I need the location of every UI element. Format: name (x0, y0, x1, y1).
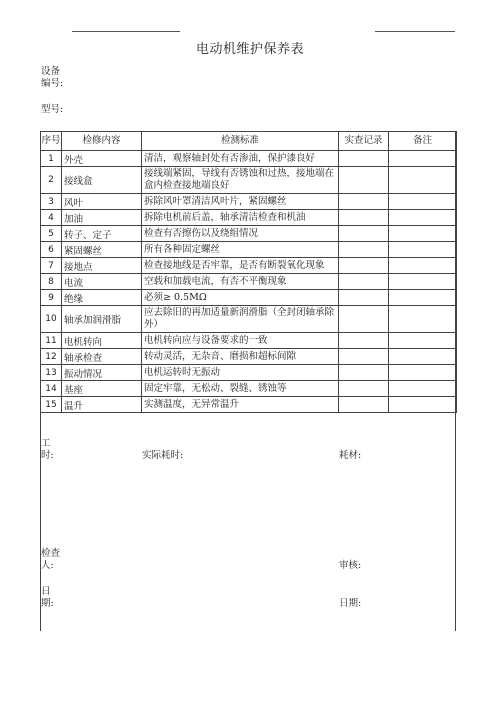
row-item: 轴承检查 (62, 349, 142, 365)
table-row (41, 333, 457, 349)
header-remarks: 备注 (389, 132, 457, 151)
table-row (41, 226, 457, 242)
row-remarks-cell[interactable] (389, 258, 457, 274)
table-row (41, 194, 457, 210)
table-row (41, 290, 457, 306)
row-record-cell[interactable] (339, 349, 389, 365)
row-number: 2 (41, 167, 62, 194)
row-record-cell[interactable] (339, 226, 389, 242)
row-number: 9 (41, 290, 62, 306)
row-item: 绝缘 (62, 290, 142, 306)
table-row (41, 306, 457, 333)
row-standard: 必须≥ 0.5MΩ (142, 290, 339, 306)
row-item: 外壳 (62, 151, 142, 167)
row-remarks-cell[interactable] (389, 210, 457, 226)
row-number: 1 (41, 151, 62, 167)
table-row (41, 397, 457, 413)
header-rule-right (375, 31, 455, 32)
row-record-cell[interactable] (339, 242, 389, 258)
row-standard: 空载和加载电流，有否不平衡现象 (142, 274, 339, 290)
row-remarks-cell[interactable] (389, 151, 457, 167)
table-row (41, 349, 457, 365)
maintenance-form (40, 131, 456, 631)
row-standard: 清洁，观察轴封处有否渗油，保护漆良好 (142, 151, 339, 167)
document-title: 电动机维护保养表 (195, 42, 304, 57)
row-number: 8 (41, 274, 62, 290)
header-content: 检修内容 (62, 132, 142, 151)
row-standard: 拆除电机前后盖，轴承清洁检查和机油 (142, 210, 339, 226)
row-record-cell[interactable] (339, 397, 389, 413)
row-number: 10 (41, 306, 62, 333)
row-remarks-cell[interactable] (389, 194, 457, 210)
table-row (41, 151, 457, 167)
row-record-cell[interactable] (339, 290, 389, 306)
row-remarks-cell[interactable] (389, 397, 457, 413)
table-body (41, 151, 457, 413)
row-remarks-cell[interactable] (389, 333, 457, 349)
header-rule-left (72, 31, 180, 32)
row-remarks-cell[interactable] (389, 349, 457, 365)
row-remarks-cell[interactable] (389, 242, 457, 258)
row-standard: 拆除风叶罩清洁风叶片，紧固螺丝 (142, 194, 339, 210)
date-label-left: 日期: (41, 586, 54, 609)
row-remarks-cell[interactable] (389, 274, 457, 290)
row-number: 11 (41, 333, 62, 349)
header-standard: 检测标准 (142, 132, 339, 151)
table-row (41, 242, 457, 258)
row-record-cell[interactable] (339, 167, 389, 194)
table-row (41, 167, 457, 194)
row-standard: 转动灵活，无杂音、磨损和超标间隙 (142, 349, 339, 365)
row-standard: 检查有否擦伤以及绕组情况 (142, 226, 339, 242)
row-standard: 电机转向应与设备要求的一致 (142, 333, 339, 349)
header-seq: 序号 (41, 132, 62, 151)
row-number: 5 (41, 226, 62, 242)
row-number: 15 (41, 397, 62, 413)
row-item: 基座 (62, 381, 142, 397)
row-number: 12 (41, 349, 62, 365)
row-number: 6 (41, 242, 62, 258)
work-time-label: 工时: (41, 438, 54, 461)
row-standard: 检查接地线是否牢靠，是否有断裂氧化现象 (142, 258, 339, 274)
row-remarks-cell[interactable] (389, 167, 457, 194)
table-row (41, 365, 457, 381)
row-number: 7 (41, 258, 62, 274)
actual-time-label: 实际耗时: (142, 450, 184, 461)
row-item: 转子、定子 (62, 226, 142, 242)
device-number-label: 设备编号: (41, 66, 64, 89)
row-remarks-cell[interactable] (389, 226, 457, 242)
row-standard: 电机运转时无振动 (142, 365, 339, 381)
row-number: 4 (41, 210, 62, 226)
row-item: 紧固螺丝 (62, 242, 142, 258)
frame-border-right (455, 131, 456, 631)
row-number: 14 (41, 381, 62, 397)
row-item: 电流 (62, 274, 142, 290)
row-standard: 固定牢靠，无松动、裂缝、锈蚀等 (142, 381, 339, 397)
table-row (41, 258, 457, 274)
row-record-cell[interactable] (339, 306, 389, 333)
row-item: 轴承加润滑脂 (62, 306, 142, 333)
maintenance-table (40, 131, 457, 413)
table-row (41, 381, 457, 397)
row-record-cell[interactable] (339, 151, 389, 167)
row-number: 13 (41, 365, 62, 381)
row-number: 3 (41, 194, 62, 210)
material-label: 耗材: (339, 450, 362, 461)
model-label: 型号: (41, 104, 64, 115)
row-item: 接线盒 (62, 167, 142, 194)
table-row (41, 274, 457, 290)
row-standard: 实测温度，无异常温升 (142, 397, 339, 413)
row-item: 电机转向 (62, 333, 142, 349)
header-record: 实查记录 (339, 132, 389, 151)
row-remarks-cell[interactable] (389, 290, 457, 306)
row-standard: 接线端紧固，导线有否锈蚀和过热，接地端在盒内检查接地端良好 (142, 167, 339, 194)
row-record-cell[interactable] (339, 210, 389, 226)
row-item: 加油 (62, 210, 142, 226)
table-header-row (41, 132, 457, 151)
row-standard: 所有各种固定螺丝 (142, 242, 339, 258)
inspector-label: 检查人: (41, 548, 61, 571)
row-record-cell[interactable] (339, 274, 389, 290)
date-label-right: 日期: (339, 598, 362, 609)
row-item: 风叶 (62, 194, 142, 210)
row-standard: 应去除旧的再加适量新润滑脂（全封闭轴承除外） (142, 306, 339, 333)
row-record-cell[interactable] (339, 258, 389, 274)
row-remarks-cell[interactable] (389, 381, 457, 397)
row-item: 接地点 (62, 258, 142, 274)
row-record-cell[interactable] (339, 194, 389, 210)
row-item: 温升 (62, 397, 142, 413)
row-remarks-cell[interactable] (389, 365, 457, 381)
auditor-label: 审核: (339, 560, 362, 571)
row-item: 振动情况 (62, 365, 142, 381)
row-record-cell[interactable] (339, 333, 389, 349)
table-row (41, 210, 457, 226)
row-record-cell[interactable] (339, 381, 389, 397)
row-remarks-cell[interactable] (389, 306, 457, 333)
row-record-cell[interactable] (339, 365, 389, 381)
